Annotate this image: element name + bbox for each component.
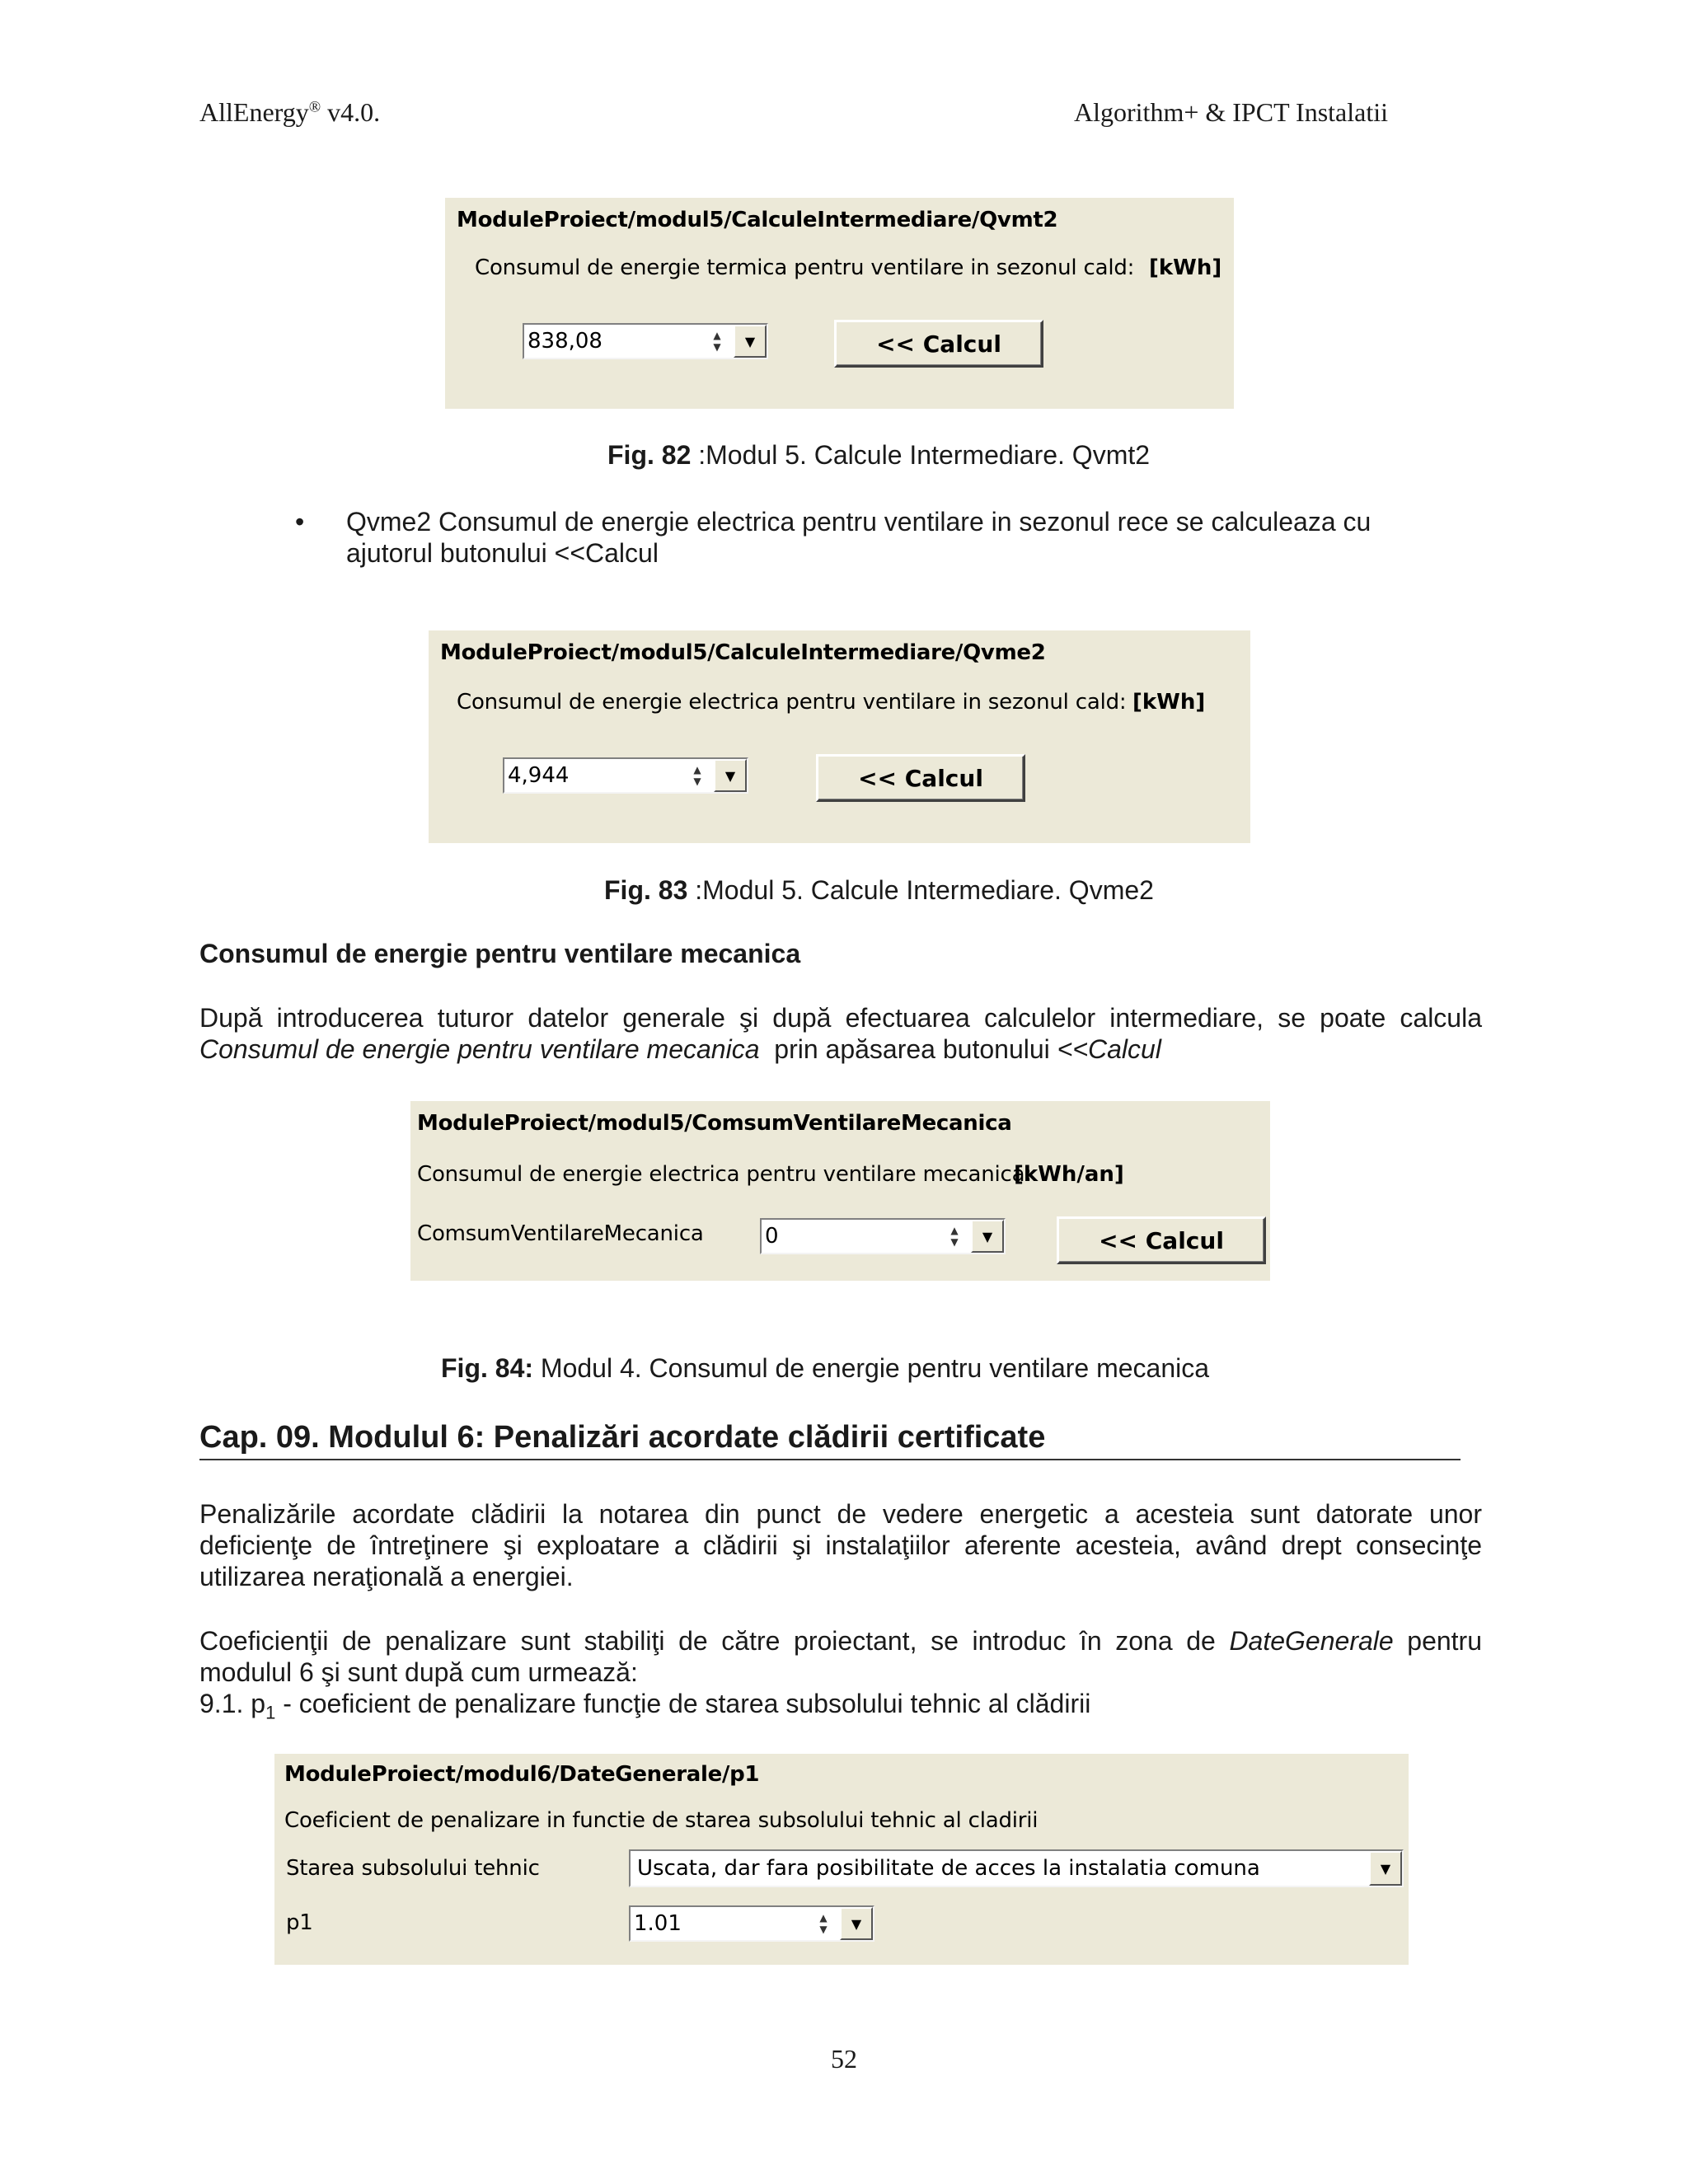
chevron-down-icon[interactable]: ▼	[714, 759, 747, 792]
qvme2-spinner[interactable]	[503, 757, 748, 794]
qvmt2-spinner[interactable]	[523, 323, 768, 359]
spinner-value: 838,08	[528, 329, 603, 354]
figure-caption	[607, 440, 1150, 471]
caption-number: Fig. 82	[607, 440, 692, 470]
unit-label: [kWh]	[1132, 690, 1206, 715]
header-version: v4.0.	[321, 97, 381, 127]
header-left	[199, 97, 380, 128]
figure-caption	[441, 1353, 1209, 1384]
spinner-value: 0	[765, 1224, 779, 1249]
calcul-button[interactable]: << Calcul	[834, 320, 1043, 368]
panel-qvmt2	[445, 198, 1234, 409]
calcul-button[interactable]: << Calcul	[1057, 1216, 1266, 1264]
italic-term: <<Calcul	[1057, 1034, 1161, 1064]
starea-subsolului-select[interactable]	[629, 1849, 1404, 1887]
section-heading: Consumul de energie pentru ventilare mecanica	[199, 939, 801, 968]
paragraph-text: - coeficient de penalizare funcţie de starea subsolului tehnic al clădirii	[275, 1689, 1091, 1718]
chevron-down-icon[interactable]: ▼	[734, 325, 767, 358]
paragraph-line: Penalizările acordate clădirii la notarea din punct de vedere energetic a acesteia sunt datorate unor	[199, 1499, 1482, 1529]
bullet-line-1: Qvme2 Consumul de energie electrica pentru ventilare in sezonul rece se calculeaza cu	[346, 507, 1372, 537]
panel-label: Consumul de energie termica pentru ventilare in sezonul cald:	[475, 255, 1135, 280]
field-label: Starea subsolului tehnic	[286, 1856, 540, 1881]
spinner-updown-icon[interactable]: ▲ ▼	[693, 764, 701, 787]
calcul-button[interactable]: << Calcul	[816, 754, 1025, 802]
field-label: p1	[286, 1910, 313, 1935]
field-label: ComsumVentilareMecanica	[417, 1221, 704, 1246]
page-number: 52	[831, 2044, 857, 2074]
spinner-updown-icon[interactable]: ▲ ▼	[950, 1225, 959, 1248]
paragraph-text: prin apăsarea butonului	[759, 1034, 1057, 1064]
paragraph-text: pentru	[1393, 1626, 1483, 1656]
panel-label: Consumul de energie electrica pentru ventilare in sezonul cald:	[457, 690, 1127, 715]
panel-path: ModuleProiect/modul6/DateGenerale/p1	[284, 1762, 760, 1787]
panel-label: Coeficient de penalizare in functie de starea subsolului tehnic al cladirii	[284, 1808, 1039, 1833]
panel-path: ModuleProiect/modul5/CalculeIntermediare/Qvmt2	[457, 208, 1058, 232]
paragraph-text: Coeficienţii de penalizare sunt stabiliţi de către proiectant, se introduc în zona de	[199, 1626, 1230, 1656]
paragraph-line	[199, 1688, 1090, 1728]
chevron-down-icon[interactable]: ▼	[840, 1907, 873, 1940]
bullet-dot: •	[295, 507, 305, 537]
p1-spinner[interactable]	[629, 1905, 874, 1942]
paragraph-line: deficienţe de întreţinere şi exploatare a clădirii şi instalaţiilor aferente acesteia, având drept consecinţe	[199, 1530, 1482, 1560]
spinner-updown-icon[interactable]: ▲ ▼	[713, 330, 721, 353]
spinner-value: 4,944	[508, 763, 570, 788]
unit-label: [kWh/an]	[1014, 1162, 1124, 1187]
chevron-down-icon[interactable]: ▼	[1369, 1851, 1402, 1886]
header-brand: AllEnergy	[199, 97, 309, 127]
spinner-value: 1.01	[634, 1911, 682, 1936]
spinner-updown-icon[interactable]: ▲ ▼	[819, 1912, 828, 1935]
panel-label: Consumul de energie electrica pentru ventilare mecanica:	[417, 1162, 1032, 1187]
italic-term: DateGenerale	[1229, 1626, 1394, 1656]
italic-term: Consumul de energie pentru ventilare mecanica	[199, 1034, 760, 1064]
caption-number: Fig. 83	[604, 875, 688, 905]
paragraph-line: După introducerea tuturor datelor generale şi după efectuarea calculelor intermediare, se poate calcula	[199, 1003, 1482, 1033]
caption-text: :Modul 5. Calcule Intermediare. Qvmt2	[691, 440, 1151, 470]
chapter-heading: Cap. 09. Modulul 6: Penalizări acordate clădirii certificate	[199, 1420, 1461, 1460]
paragraph-line	[199, 1033, 1161, 1065]
select-value: Uscata, dar fara posibilitate de acces la instalatia comuna	[637, 1856, 1260, 1881]
panel-path: ModuleProiect/modul5/ComsumVentilareMecanica	[417, 1111, 1012, 1136]
caption-text: Modul 4. Consumul de energie pentru ventilare mecanica	[533, 1353, 1210, 1383]
chevron-down-icon[interactable]: ▼	[971, 1220, 1004, 1253]
paragraph-text: 9.1. p	[199, 1689, 266, 1718]
caption-text: :Modul 5. Calcule Intermediare. Qvme2	[687, 875, 1154, 905]
ventilare-spinner[interactable]	[760, 1218, 1006, 1254]
figure-caption	[604, 875, 1154, 906]
registered-mark: ®	[308, 98, 321, 116]
header-right: Algorithm+ & IPCT Instalatii	[1074, 97, 1388, 127]
panel-path: ModuleProiect/modul5/CalculeIntermediare/Qvme2	[440, 640, 1046, 665]
caption-number: Fig. 84:	[441, 1353, 534, 1383]
bullet-line-2: ajutorul butonului <<Calcul	[346, 538, 659, 568]
unit-label: [kWh]	[1149, 255, 1222, 280]
paragraph-line	[199, 1625, 1482, 1657]
subscript: 1	[265, 1702, 276, 1723]
panel-qvme2	[429, 630, 1250, 843]
paragraph-line: utilizarea neraţională a energiei.	[199, 1562, 574, 1591]
panel-p1	[274, 1754, 1409, 1965]
panel-ventilare-mecanica	[410, 1101, 1270, 1281]
paragraph-line: modulul 6 şi sunt după cum urmează:	[199, 1657, 638, 1687]
